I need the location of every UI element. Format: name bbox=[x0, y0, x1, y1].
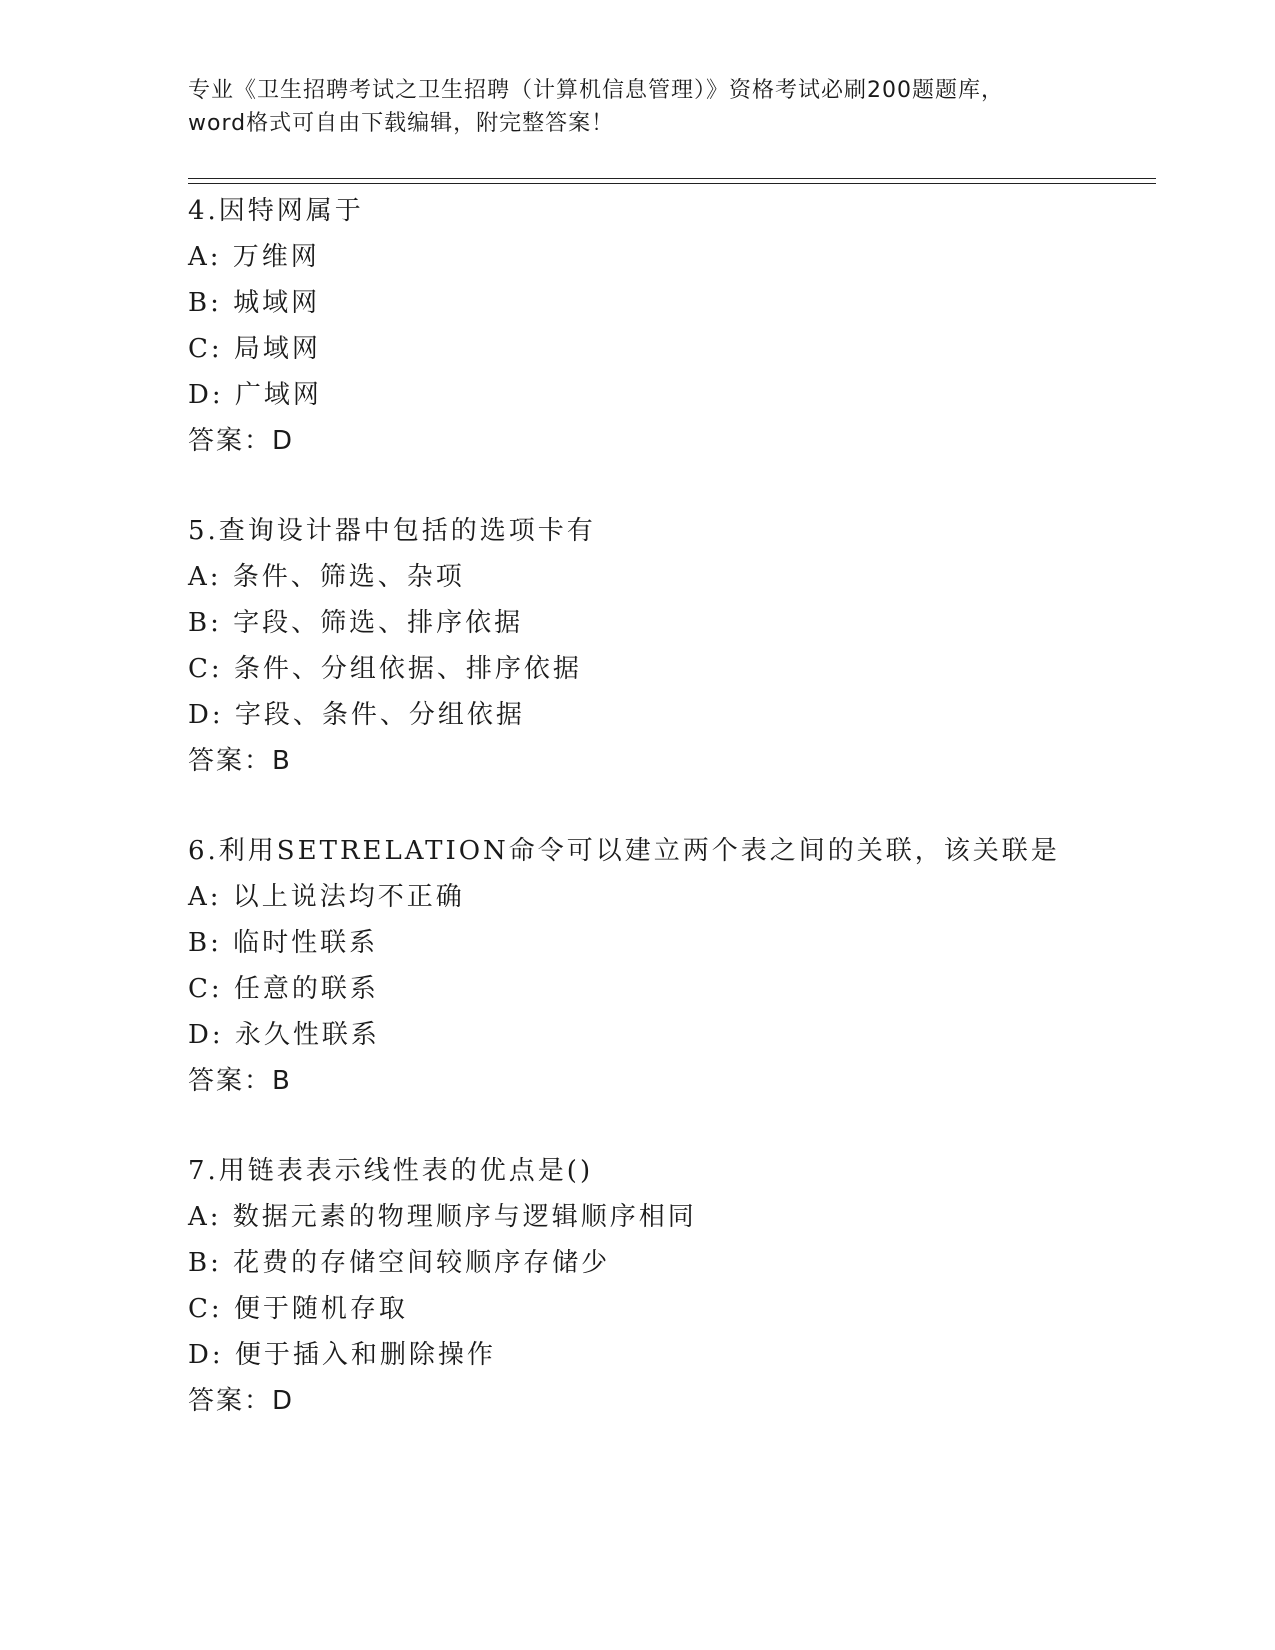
answer-line: 答案：D bbox=[188, 426, 295, 456]
question-7 bbox=[188, 1148, 1188, 1424]
header-line-1: 专业《卫生招聘考试之卫生招聘（计算机信息管理）》资格考试必刷200题题库， bbox=[188, 78, 1004, 103]
option-a: A: 万维网 bbox=[188, 242, 320, 272]
answer-line: 答案：D bbox=[188, 1386, 295, 1416]
option-d: D: 永久性联系 bbox=[188, 1020, 380, 1050]
header-divider-bottom bbox=[188, 183, 1156, 184]
question-5 bbox=[188, 508, 1188, 784]
question-4 bbox=[188, 188, 1188, 464]
option-a: A: 以上说法均不正确 bbox=[188, 882, 465, 912]
option-d: D: 便于插入和删除操作 bbox=[188, 1340, 496, 1370]
option-b: B: 字段、筛选、排序依据 bbox=[188, 608, 524, 638]
option-b: B: 花费的存储空间较顺序存储少 bbox=[188, 1248, 611, 1278]
option-b: B: 临时性联系 bbox=[188, 928, 379, 958]
option-c: C: 任意的联系 bbox=[188, 974, 379, 1004]
document-header bbox=[188, 74, 1088, 140]
option-c: C: 便于随机存取 bbox=[188, 1294, 408, 1324]
question-6 bbox=[188, 828, 1188, 1104]
option-a: A: 条件、筛选、杂项 bbox=[188, 562, 465, 592]
option-c: C: 局域网 bbox=[188, 334, 321, 364]
question-stem: 6.利用SETRELATION命令可以建立两个表之间的关联，该关联是 bbox=[188, 836, 1060, 866]
option-b: B: 城域网 bbox=[188, 288, 321, 318]
option-d: D: 字段、条件、分组依据 bbox=[188, 700, 525, 730]
header-divider-top bbox=[188, 178, 1156, 179]
question-stem: 5.查询设计器中包括的选项卡有 bbox=[188, 516, 596, 546]
question-stem: 4.因特网属于 bbox=[188, 196, 364, 226]
answer-line: 答案：B bbox=[188, 1066, 292, 1096]
option-d: D: 广域网 bbox=[188, 380, 322, 410]
answer-line: 答案：B bbox=[188, 746, 292, 776]
option-a: A: 数据元素的物理顺序与逻辑顺序相同 bbox=[188, 1202, 697, 1232]
question-stem: 7.用链表表示线性表的优点是() bbox=[188, 1156, 594, 1186]
header-line-2: word格式可自由下载编辑，附完整答案！ bbox=[188, 111, 615, 136]
option-c: C: 条件、分组依据、排序依据 bbox=[188, 654, 582, 684]
